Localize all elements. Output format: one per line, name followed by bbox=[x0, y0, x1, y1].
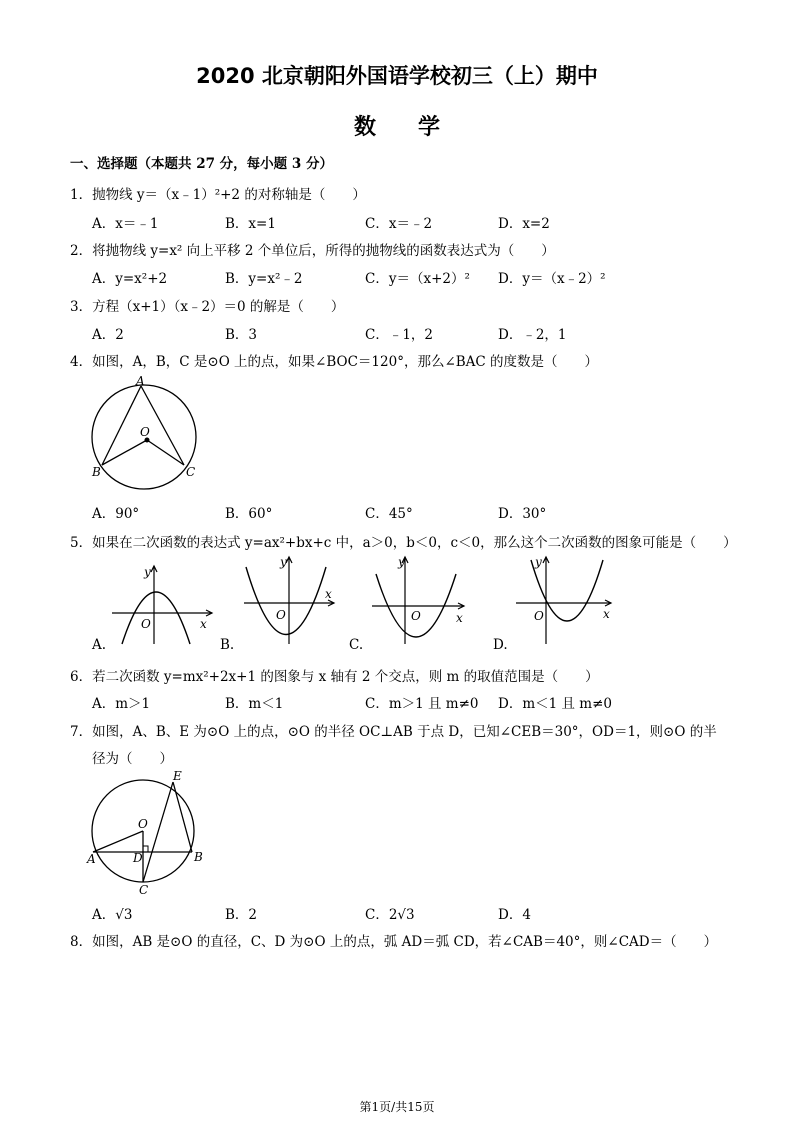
q5d-label-x: x bbox=[603, 607, 610, 621]
q7-label-d: D bbox=[133, 851, 143, 865]
q4-option-d: D．30° bbox=[498, 506, 547, 522]
q4-label-b: B bbox=[92, 465, 101, 479]
q7-option-d: D．4 bbox=[498, 907, 531, 923]
q5-option-d: D. bbox=[493, 637, 508, 653]
section-heading: 一、选择题（本题共 27 分，每小题 3 分） bbox=[70, 156, 333, 172]
q5-graph-c bbox=[368, 552, 468, 647]
q7-chord-eb bbox=[173, 782, 192, 852]
q7-label-c: C bbox=[139, 883, 149, 896]
q4-chord-ab bbox=[102, 386, 141, 465]
q5d-label-o: O bbox=[534, 609, 544, 623]
q6-option-c: C．m＞1 且 m≠0 bbox=[365, 696, 479, 712]
q5a-label-x: x bbox=[200, 617, 207, 631]
q7-right-angle-mark bbox=[143, 846, 148, 852]
q3-option-b: B．3 bbox=[225, 327, 258, 343]
q7-chord-ec bbox=[143, 782, 173, 882]
q4-option-c: C．45° bbox=[365, 506, 413, 522]
q7-option-a: A．√3 bbox=[92, 907, 133, 923]
q7-label-o: O bbox=[138, 817, 148, 831]
q7-option-b: B．2 bbox=[225, 907, 258, 923]
q6-stem: 6．若二次函数 y=mx²+2x+1 的图象与 x 轴有 2 个交点，则 m 的取值范围是（ ） bbox=[70, 669, 599, 685]
q2-option-a: A．y=x²+2 bbox=[92, 271, 168, 287]
q7-stem-line1: 7．如图，A、B、E 为⊙O 上的点，⊙O 的半径 OC⊥AB 于点 D，已知∠CEB＝30°，OD＝1，则⊙O 的半 bbox=[70, 724, 717, 740]
q5-option-b: B. bbox=[220, 637, 235, 653]
q1-option-b: B．x=1 bbox=[225, 216, 276, 232]
q7-label-a: A bbox=[87, 852, 96, 866]
q7-label-b: B bbox=[194, 850, 203, 864]
q4-label-o: O bbox=[140, 425, 150, 439]
q5-graph-b bbox=[240, 552, 340, 647]
q5b-label-y: y bbox=[280, 555, 287, 569]
q5c-label-y: y bbox=[398, 555, 405, 569]
q5b-label-x: x bbox=[325, 587, 332, 601]
page-title: 2020 北京朝阳外国语学校初三（上）期中 bbox=[196, 64, 598, 88]
q1-stem: 1．抛物线 y＝（x﹣1）²+2 的对称轴是（ ） bbox=[70, 187, 366, 203]
q6-option-d: D．m＜1 且 m≠0 bbox=[498, 696, 612, 712]
q3-option-d: D．﹣2，1 bbox=[498, 327, 567, 343]
q2-stem: 2．将抛物线 y=x² 向上平移 2 个单位后，所得的抛物线的函数表达式为（ ） bbox=[70, 243, 555, 259]
q5b-label-o: O bbox=[276, 608, 286, 622]
q5-graph-a bbox=[108, 560, 218, 650]
q5-graph-d bbox=[513, 552, 618, 647]
q7-stem-line2: 径为（ ） bbox=[92, 751, 173, 767]
q7-circle-figure bbox=[85, 768, 215, 896]
q4-option-b: B．60° bbox=[225, 506, 273, 522]
q6-option-a: A．m＞1 bbox=[92, 696, 151, 712]
q5c-label-x: x bbox=[456, 611, 463, 625]
q5c-label-o: O bbox=[411, 609, 421, 623]
q4-circle-figure bbox=[85, 372, 210, 492]
q3-stem: 3．方程（x+1）（x﹣2）＝0 的解是（ ） bbox=[70, 299, 345, 315]
q5-option-a: A. bbox=[92, 637, 107, 653]
q8-stem: 8．如图，AB 是⊙O 的直径，C、D 为⊙O 上的点，弧 AD＝弧 CD，若∠CAB＝40°，则∠CAD＝（ ） bbox=[70, 934, 718, 950]
q4-label-a: A bbox=[136, 374, 145, 388]
q5-option-c: C. bbox=[349, 637, 364, 653]
q3-option-c: C．﹣1，2 bbox=[365, 327, 434, 343]
q4-radius-oc bbox=[147, 440, 184, 465]
q4-option-a: A．90° bbox=[92, 506, 140, 522]
q2-option-c: C．y＝（x+2）² bbox=[365, 271, 470, 287]
q5a-parabola bbox=[122, 592, 190, 644]
page-footer: 第1页/共15页 bbox=[359, 1100, 435, 1114]
q7-radius-oa bbox=[93, 831, 143, 852]
q5a-label-o: O bbox=[141, 617, 151, 631]
q5b-parabola bbox=[246, 567, 326, 635]
q1-option-d: D．x=2 bbox=[498, 216, 550, 232]
q1-option-c: C．x＝﹣2 bbox=[365, 216, 433, 232]
q4-stem: 4．如图，A，B，C 是⊙O 上的点，如果∠BOC＝120°，那么∠BAC 的度数是（ ） bbox=[70, 354, 599, 370]
q5d-label-y: y bbox=[535, 555, 542, 569]
q3-option-a: A．2 bbox=[92, 327, 124, 343]
q5-stem: 5．如果在二次函数的表达式 y=ax²+bx+c 中，a＞0，b＜0，c＜0，那么这个二次函数的图象可能是（ ） bbox=[70, 535, 737, 551]
q1-option-a: A．x＝﹣1 bbox=[92, 216, 159, 232]
q6-option-b: B．m＜1 bbox=[225, 696, 284, 712]
q7-label-e: E bbox=[173, 769, 182, 783]
q4-label-c: C bbox=[186, 465, 196, 479]
q2-option-b: B．y=x²﹣2 bbox=[225, 271, 303, 287]
q5a-label-y: y bbox=[144, 565, 151, 579]
q7-option-c: C．2√3 bbox=[365, 907, 415, 923]
q2-option-d: D．y＝（x﹣2）² bbox=[498, 271, 606, 287]
subject-title: 数学 bbox=[353, 115, 482, 140]
